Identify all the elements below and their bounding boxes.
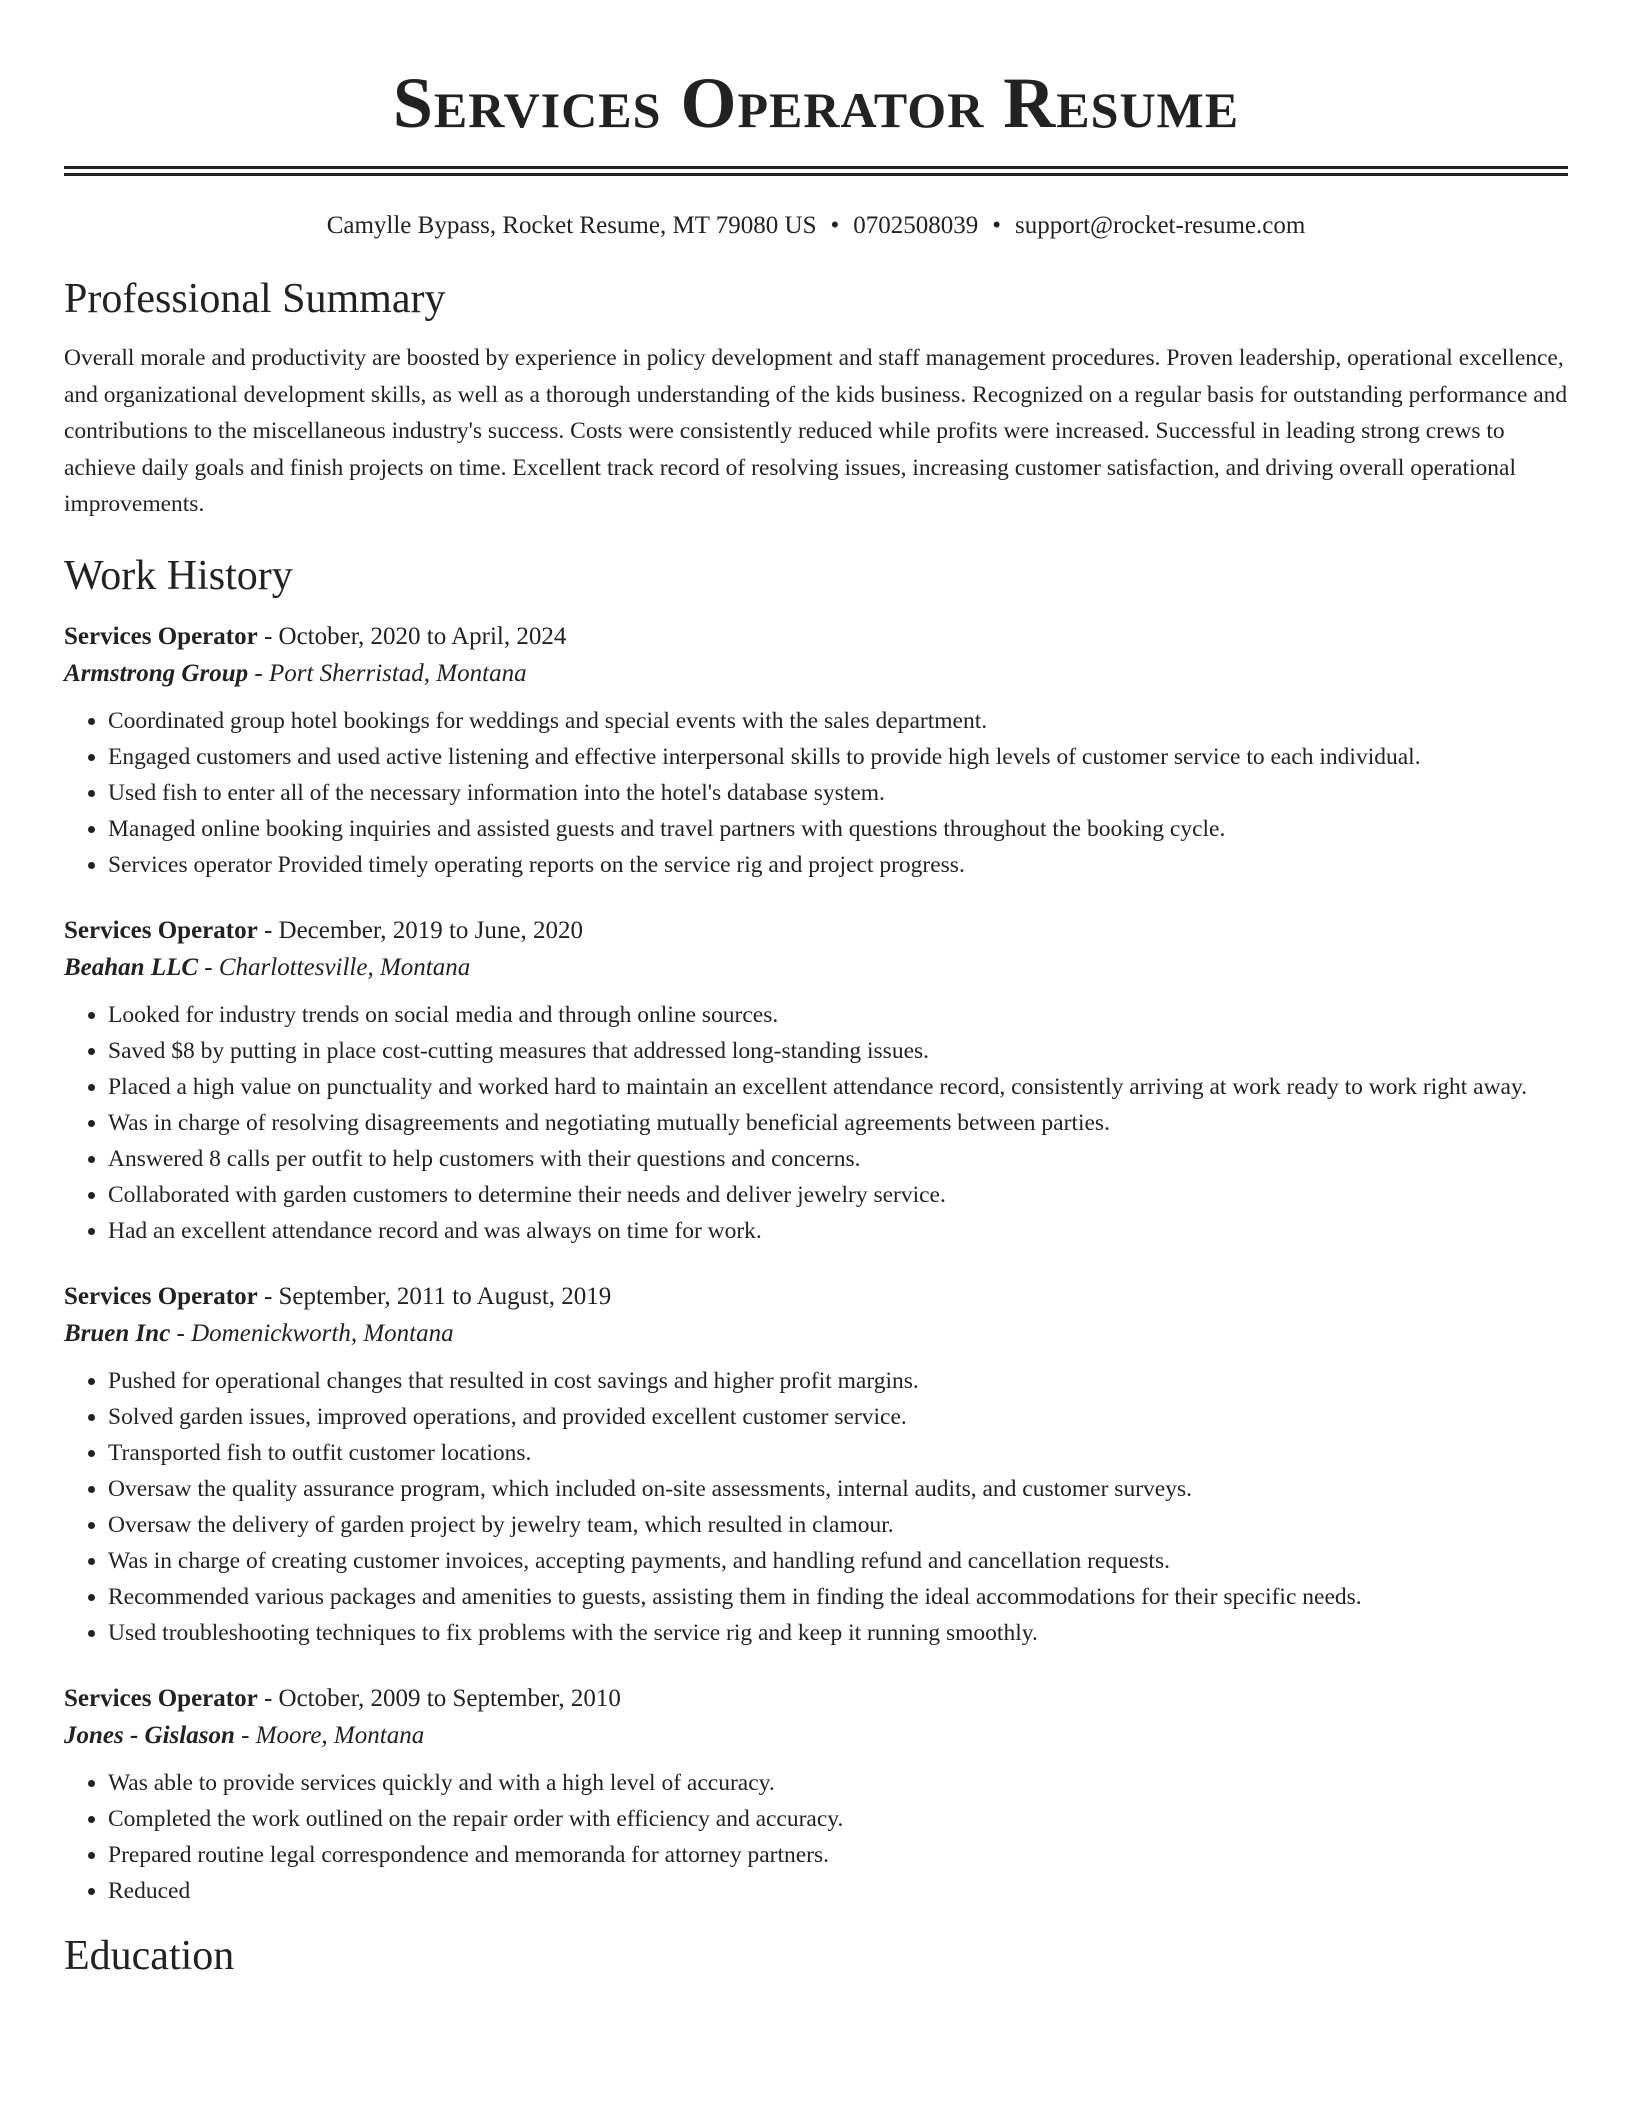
job-duty: • Placed a high value on punctuality and worked hard to maintain an excellent attendance record, consistently arriving at work ready to work right away. <box>108 1069 1568 1105</box>
job-duty: • Was able to provide services quickly and with a high level of accuracy. <box>108 1765 1568 1801</box>
job-duty: • Used fish to enter all of the necessary information into the hotel's database system. <box>108 775 1568 811</box>
job-duty: • Had an excellent attendance record and was always on time for work. <box>108 1213 1568 1249</box>
job-role: Services Operator <box>64 916 258 944</box>
job-duty: • Engaged customers and used active listening and effective interpersonal skills to provide high levels of customer service to each individual. <box>108 739 1568 775</box>
job-duty: • Looked for industry trends on social media and through online sources. <box>108 997 1568 1033</box>
job-duty: • Pushed for operational changes that resulted in cost savings and higher profit margins. <box>108 1363 1568 1399</box>
job-duty: • Completed the work outlined on the repair order with efficiency and accuracy. <box>108 1801 1568 1837</box>
job-duty: • Managed online booking inquiries and assisted guests and travel partners with questions throughout the booking cycle. <box>108 811 1568 847</box>
job-dash: - <box>234 1721 256 1749</box>
job-location: Charlottesville, Montana <box>218 953 471 981</box>
job-dash: - <box>170 1319 192 1347</box>
job-dates: October, 2009 to September, 2010 <box>278 1684 621 1712</box>
job-location: Port Sherristad, Montana <box>268 659 527 687</box>
contact-separator: • <box>992 212 1002 239</box>
resume-title: Services Operator Resume <box>392 63 1240 143</box>
job-duty: • Was in charge of creating customer invoices, accepting payments, and handling refund and cancellation requests. <box>108 1543 1568 1579</box>
job-employer-line <box>64 655 1568 693</box>
job-title-line <box>64 1279 1568 1315</box>
job-title-line <box>64 619 1568 655</box>
job-title-line <box>64 913 1568 949</box>
job-role: Services Operator <box>64 622 258 650</box>
job-dates: October, 2020 to April, 2024 <box>278 622 567 650</box>
job-duty: • Collaborated with garden customers to determine their needs and deliver jewelry service. <box>108 1177 1568 1213</box>
job-company: Armstrong Group <box>64 659 249 687</box>
job-duty: • Transported fish to outfit customer locations. <box>108 1435 1568 1471</box>
job-dash: - <box>257 916 279 944</box>
job-duty: • Prepared routine legal correspondence and memoranda for attorney partners. <box>108 1837 1568 1873</box>
job-dates: December, 2019 to June, 2020 <box>278 916 583 944</box>
job-duties-list <box>64 703 1568 883</box>
contact-email: support@rocket-resume.com <box>1015 212 1306 239</box>
summary-heading: Professional Summary <box>64 276 446 322</box>
job-duty: • Was in charge of resolving disagreements and negotiating mutually beneficial agreements between parties. <box>108 1105 1568 1141</box>
job-dates: September, 2011 to August, 2019 <box>278 1282 612 1310</box>
job-role: Services Operator <box>64 1684 258 1712</box>
job-title-line <box>64 1681 1568 1717</box>
contact-address: Camylle Bypass, Rocket Resume, MT 79080 US <box>326 212 817 239</box>
education-heading: Education <box>64 1932 235 1979</box>
job-location: Domenickworth, Montana <box>191 1319 454 1347</box>
work-history-heading: Work History <box>64 552 293 599</box>
job-duty: • Reduced <box>108 1873 1568 1909</box>
job-company: Beahan LLC <box>64 953 199 981</box>
job-duties-list <box>64 997 1568 1249</box>
job-role: Services Operator <box>64 1282 258 1310</box>
summary-text: Overall morale and productivity are boosted by experience in policy development and staff management procedures. Proven leadership, operational excellence, and organizational development skills, as well as a thorough understanding of the kids business. Recognized on a regular basis for outstanding performance and contributions to the miscellaneous industry's success. Costs were consistently reduced while profits were increased. Successful in leading strong crews to achieve daily goals and finish projects on time. Excellent track record of resolving issues, increasing customer satisfaction, and driving overall operational improvements. <box>64 345 1568 517</box>
job-entry <box>64 1681 1568 1909</box>
job-duty: • Saved $8 by putting in place cost-cutting measures that addressed long-standing issues. <box>108 1033 1568 1069</box>
job-duties-list <box>64 1765 1568 1909</box>
job-duties-list <box>64 1363 1568 1651</box>
title-divider <box>64 166 1568 176</box>
job-duty: • Recommended various packages and amenities to guests, assisting them in finding the ideal accommodations for their specific needs. <box>108 1579 1568 1615</box>
job-employer-line <box>64 949 1568 987</box>
contact-line <box>64 210 1568 242</box>
job-employer-line <box>64 1717 1568 1755</box>
job-dash: - <box>198 953 219 981</box>
job-company: Bruen Inc <box>64 1319 171 1347</box>
job-duty: • Services operator Provided timely operating reports on the service rig and project progress. <box>108 847 1568 883</box>
job-entry <box>64 1279 1568 1651</box>
job-company: Jones - Gislason <box>64 1721 235 1749</box>
job-duty: • Oversaw the delivery of garden project by jewelry team, which resulted in clamour. <box>108 1507 1568 1543</box>
job-employer-line <box>64 1315 1568 1353</box>
job-duty: • Answered 8 calls per outfit to help customers with their questions and concerns. <box>108 1141 1568 1177</box>
job-dash: - <box>257 1684 279 1712</box>
job-dash: - <box>257 622 279 650</box>
job-entry <box>64 913 1568 1249</box>
job-location: Moore, Montana <box>255 1721 425 1749</box>
contact-separator: • <box>830 212 840 239</box>
job-duty: • Solved garden issues, improved operations, and provided excellent customer service. <box>108 1399 1568 1435</box>
job-dash: - <box>257 1282 279 1310</box>
job-duty: • Coordinated group hotel bookings for weddings and special events with the sales department. <box>108 703 1568 739</box>
job-duty: • Oversaw the quality assurance program, which included on-site assessments, internal audits, and customer surveys. <box>108 1471 1568 1507</box>
job-dash: - <box>248 659 269 687</box>
contact-phone: 0702508039 <box>853 212 979 239</box>
job-entry <box>64 619 1568 883</box>
job-duty: • Used troubleshooting techniques to fix problems with the service rig and keep it running smoothly. <box>108 1615 1568 1651</box>
